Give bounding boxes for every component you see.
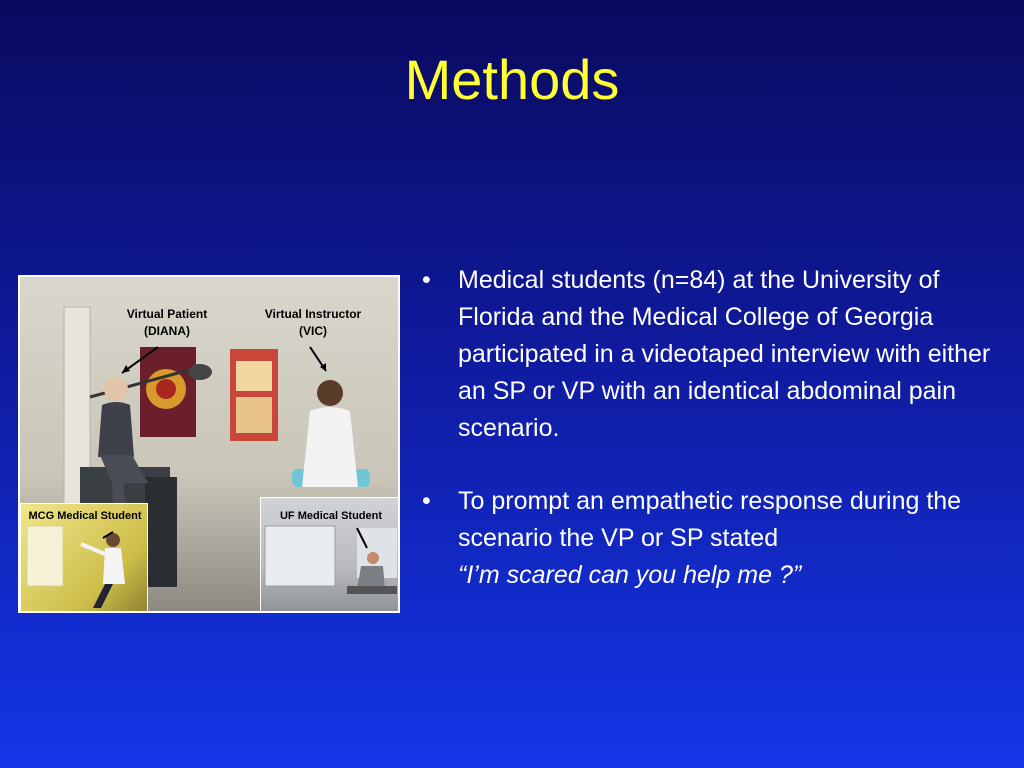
- bullet-item: [418, 262, 1018, 447]
- virtual-patient-figure: [104, 377, 128, 401]
- simulation-figure: [18, 275, 400, 613]
- bullet-marker: •: [422, 266, 431, 294]
- virtual-patient-name: Virtual Patient: [126, 307, 208, 321]
- uf-student-inset: [260, 497, 400, 613]
- virtual-instructor-name: Virtual Instructor: [264, 307, 362, 321]
- slide-title: Methods: [404, 48, 620, 111]
- virtual-instructor-code: (VIC): [299, 324, 327, 338]
- bullet-text: Medical students (n=84) at the University of Florida and the Medical College of Georgia participated in a videotaped interview with either an SP or VP with an identical abdominal pain scenario.: [458, 266, 991, 442]
- bullet-item: [418, 483, 1018, 594]
- mcg-student-label: MCG Medical Student: [28, 510, 142, 522]
- bullet-marker: •: [422, 487, 431, 515]
- virtual-patient-label: [112, 306, 222, 340]
- bullet-quote: “I’m scared can you help me ?”: [458, 561, 802, 589]
- bullet-text: To prompt an empathetic response during the scenario the VP or SP stated: [458, 487, 962, 552]
- uf-student-label: UF Medical Student: [279, 510, 383, 522]
- exam-lamp: [188, 364, 212, 380]
- virtual-patient-code: (DIANA): [144, 324, 190, 338]
- mcg-student-inset: [20, 503, 148, 613]
- virtual-instructor-figure: [317, 380, 343, 406]
- virtual-instructor-label: [248, 306, 378, 340]
- bullet-list: [418, 262, 1018, 594]
